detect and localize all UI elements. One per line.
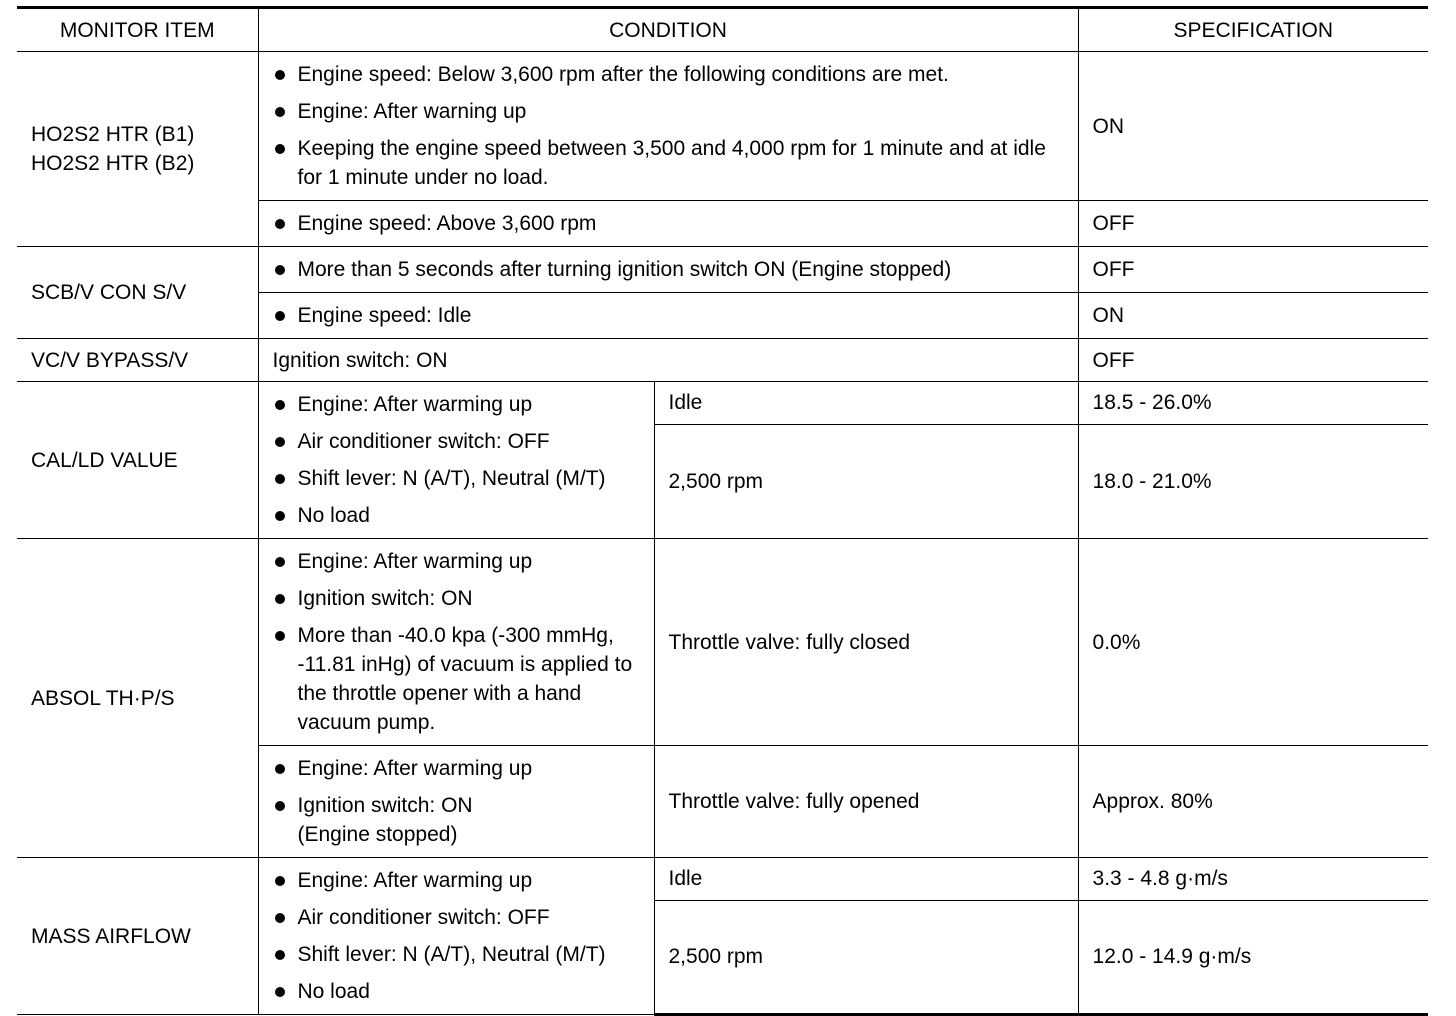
condition-item: Engine: After warning up <box>273 97 1064 126</box>
condition-item: Ignition switch: ON <box>273 584 640 613</box>
table-row <box>17 858 1428 901</box>
sub-condition-cell: Throttle valve: fully opened <box>654 746 1078 858</box>
condition-item: More than 5 seconds after turning ignition switch ON (Engine stopped) <box>273 255 1064 284</box>
condition-item: Engine speed: Below 3,600 rpm after the following conditions are met. <box>273 60 1064 89</box>
table-row <box>17 52 1428 201</box>
header-condition: CONDITION <box>258 8 1078 52</box>
condition-list <box>273 60 1064 192</box>
monitor-item-vcv: VC/V BYPASS/V <box>17 339 258 382</box>
monitor-item-maf: MASS AIRFLOW <box>17 858 258 1015</box>
condition-item: No load <box>273 501 640 530</box>
specification-cell: OFF <box>1078 247 1428 293</box>
condition-note: (Engine stopped) <box>297 823 458 846</box>
condition-cell <box>258 858 654 1015</box>
condition-list <box>273 390 640 530</box>
specification-cell: 18.5 - 26.0% <box>1078 382 1428 425</box>
header-specification: SPECIFICATION <box>1078 8 1428 52</box>
condition-item: Shift lever: N (A/T), Neutral (M/T) <box>273 940 640 969</box>
specification-cell: 18.0 - 21.0% <box>1078 424 1428 538</box>
condition-item: Shift lever: N (A/T), Neutral (M/T) <box>273 464 640 493</box>
monitor-item-ho2s2 <box>17 52 258 247</box>
condition-list <box>273 255 1064 284</box>
condition-cell <box>258 293 1078 339</box>
header-row <box>17 8 1428 52</box>
sub-condition-cell: Idle <box>654 858 1078 901</box>
condition-list <box>273 301 1064 330</box>
condition-list <box>273 754 640 849</box>
condition-cell <box>258 247 1078 293</box>
condition-item: No load <box>273 977 640 1006</box>
condition-list <box>273 866 640 1006</box>
condition-cell <box>258 52 1078 201</box>
condition-list <box>273 547 640 737</box>
sub-condition-cell: 2,500 rpm <box>654 900 1078 1014</box>
condition-item: Air conditioner switch: OFF <box>273 903 640 932</box>
specification-cell: ON <box>1078 293 1428 339</box>
condition-item: Engine speed: Idle <box>273 301 1064 330</box>
sub-condition-cell: Throttle valve: fully closed <box>654 539 1078 746</box>
condition-item: Engine: After warming up <box>273 754 640 783</box>
condition-item: Engine speed: Above 3,600 rpm <box>273 209 1064 238</box>
table-row <box>17 339 1428 382</box>
item-name-line: HO2S2 HTR (B1) <box>31 123 195 146</box>
monitor-item-calld: CAL/LD VALUE <box>17 382 258 539</box>
sub-condition-cell: Idle <box>654 382 1078 425</box>
header-monitor-item: MONITOR ITEM <box>17 8 258 52</box>
specification-cell: ON <box>1078 52 1428 201</box>
condition-cell: Ignition switch: ON <box>258 339 1078 382</box>
specification-cell: OFF <box>1078 339 1428 382</box>
condition-item: Air conditioner switch: OFF <box>273 427 640 456</box>
condition-cell <box>258 201 1078 247</box>
condition-text: Ignition switch: ON <box>297 794 473 817</box>
condition-item: Engine: After warming up <box>273 547 640 576</box>
item-name-line: HO2S2 HTR (B2) <box>31 152 195 175</box>
condition-cell <box>258 382 654 539</box>
condition-item: Engine: After warming up <box>273 390 640 419</box>
condition-item: More than -40.0 kpa (-300 mmHg, -11.81 inHg) of vacuum is applied to the throttle opener with a hand vacuum pump. <box>273 621 640 737</box>
table-row <box>17 382 1428 425</box>
table-row <box>17 539 1428 746</box>
condition-list <box>273 209 1064 238</box>
condition-item: Keeping the engine speed between 3,500 and 4,000 rpm for 1 minute and at idle for 1 minute under no load. <box>273 134 1064 192</box>
condition-cell <box>258 539 654 746</box>
condition-cell <box>258 746 654 858</box>
specification-cell: 12.0 - 14.9 g·m/s <box>1078 900 1428 1014</box>
condition-item <box>273 791 640 849</box>
monitor-spec-table <box>17 6 1428 1016</box>
condition-item: Engine: After warming up <box>273 866 640 895</box>
specification-cell: Approx. 80% <box>1078 746 1428 858</box>
monitor-item-scbv: SCB/V CON S/V <box>17 247 258 339</box>
specification-cell: 3.3 - 4.8 g·m/s <box>1078 858 1428 901</box>
table-row <box>17 247 1428 293</box>
monitor-item-absol: ABSOL TH·P/S <box>17 539 258 858</box>
specification-cell: OFF <box>1078 201 1428 247</box>
specification-cell: 0.0% <box>1078 539 1428 746</box>
sub-condition-cell: 2,500 rpm <box>654 424 1078 538</box>
